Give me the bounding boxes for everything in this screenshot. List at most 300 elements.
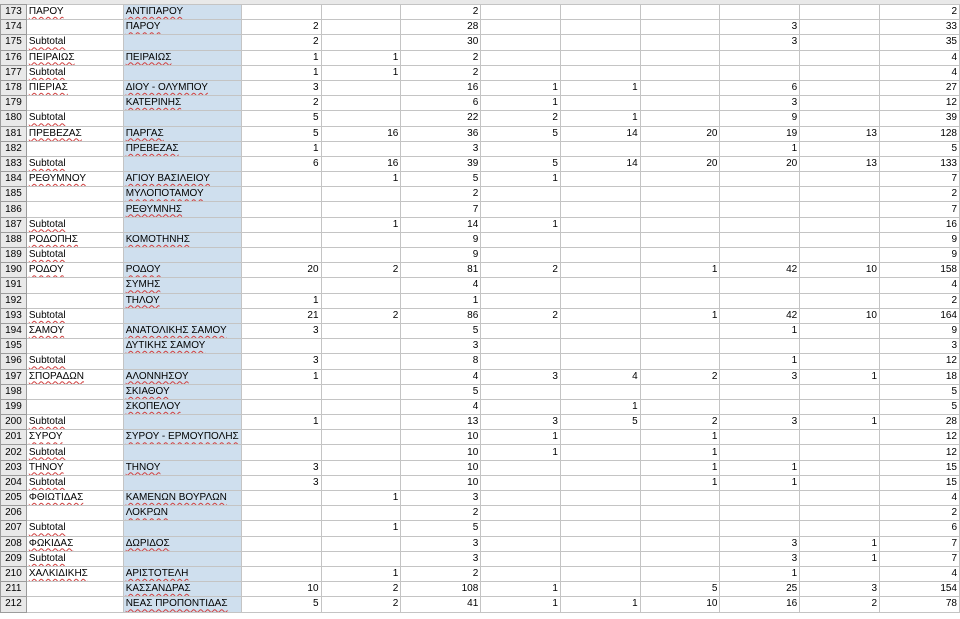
cell-i[interactable] — [720, 111, 800, 126]
cell-a[interactable] — [26, 323, 123, 338]
cell-k[interactable] — [880, 475, 960, 490]
cell-g[interactable] — [560, 415, 640, 430]
cell-k[interactable] — [880, 156, 960, 171]
cell-c[interactable] — [241, 5, 321, 20]
cell-j[interactable] — [800, 536, 880, 551]
cell-h[interactable] — [640, 20, 720, 35]
cell-f[interactable] — [481, 278, 561, 293]
cell-c[interactable] — [241, 354, 321, 369]
cell-f[interactable] — [481, 308, 561, 323]
cell-b[interactable] — [123, 111, 241, 126]
cell-d[interactable] — [321, 521, 401, 536]
cell-d[interactable] — [321, 582, 401, 597]
cell-j[interactable] — [800, 141, 880, 156]
cell-a[interactable] — [26, 65, 123, 80]
cell-k[interactable] — [880, 293, 960, 308]
cell-b[interactable] — [123, 521, 241, 536]
cell-h[interactable] — [640, 248, 720, 263]
cell-c[interactable] — [241, 323, 321, 338]
cell-b[interactable] — [123, 506, 241, 521]
cell-j[interactable] — [800, 415, 880, 430]
cell-d[interactable] — [321, 551, 401, 566]
row-header[interactable]: 210 — [1, 566, 27, 581]
cell-k[interactable] — [880, 430, 960, 445]
cell-k[interactable] — [880, 536, 960, 551]
cell-g[interactable] — [560, 323, 640, 338]
cell-a[interactable] — [26, 172, 123, 187]
cell-j[interactable] — [800, 506, 880, 521]
cell-b[interactable] — [123, 445, 241, 460]
cell-e[interactable] — [401, 187, 481, 202]
cell-h[interactable] — [640, 582, 720, 597]
row-header[interactable]: 195 — [1, 339, 27, 354]
cell-f[interactable] — [481, 232, 561, 247]
row-header[interactable]: 188 — [1, 232, 27, 247]
cell-f[interactable] — [481, 369, 561, 384]
row-header[interactable]: 179 — [1, 96, 27, 111]
cell-i[interactable] — [720, 5, 800, 20]
cell-c[interactable] — [241, 65, 321, 80]
cell-h[interactable] — [640, 415, 720, 430]
cell-f[interactable] — [481, 96, 561, 111]
cell-k[interactable] — [880, 582, 960, 597]
row-header[interactable]: 199 — [1, 399, 27, 414]
row-header[interactable]: 191 — [1, 278, 27, 293]
cell-d[interactable] — [321, 172, 401, 187]
row-header[interactable]: 201 — [1, 430, 27, 445]
cell-a[interactable] — [26, 399, 123, 414]
cell-h[interactable] — [640, 293, 720, 308]
cell-g[interactable] — [560, 430, 640, 445]
cell-g[interactable] — [560, 232, 640, 247]
cell-h[interactable] — [640, 384, 720, 399]
cell-e[interactable] — [401, 475, 481, 490]
cell-d[interactable] — [321, 278, 401, 293]
cell-j[interactable] — [800, 126, 880, 141]
cell-i[interactable] — [720, 339, 800, 354]
cell-g[interactable] — [560, 536, 640, 551]
cell-e[interactable] — [401, 597, 481, 612]
cell-d[interactable] — [321, 187, 401, 202]
cell-a[interactable] — [26, 187, 123, 202]
cell-k[interactable] — [880, 96, 960, 111]
cell-k[interactable] — [880, 323, 960, 338]
cell-c[interactable] — [241, 582, 321, 597]
cell-d[interactable] — [321, 430, 401, 445]
cell-f[interactable] — [481, 35, 561, 50]
cell-c[interactable] — [241, 308, 321, 323]
cell-k[interactable] — [880, 339, 960, 354]
cell-h[interactable] — [640, 430, 720, 445]
cell-i[interactable] — [720, 521, 800, 536]
row-header[interactable]: 197 — [1, 369, 27, 384]
cell-j[interactable] — [800, 430, 880, 445]
cell-d[interactable] — [321, 339, 401, 354]
row-header[interactable]: 189 — [1, 248, 27, 263]
cell-g[interactable] — [560, 50, 640, 65]
cell-b[interactable] — [123, 80, 241, 95]
row-header[interactable]: 194 — [1, 323, 27, 338]
cell-e[interactable] — [401, 521, 481, 536]
cell-g[interactable] — [560, 399, 640, 414]
cell-j[interactable] — [800, 354, 880, 369]
cell-i[interactable] — [720, 475, 800, 490]
cell-a[interactable] — [26, 551, 123, 566]
cell-j[interactable] — [800, 323, 880, 338]
cell-e[interactable] — [401, 278, 481, 293]
cell-c[interactable] — [241, 445, 321, 460]
row-header[interactable]: 209 — [1, 551, 27, 566]
cell-g[interactable] — [560, 506, 640, 521]
cell-g[interactable] — [560, 384, 640, 399]
cell-k[interactable] — [880, 354, 960, 369]
cell-e[interactable] — [401, 491, 481, 506]
cell-k[interactable] — [880, 126, 960, 141]
cell-a[interactable] — [26, 248, 123, 263]
cell-j[interactable] — [800, 475, 880, 490]
cell-i[interactable] — [720, 597, 800, 612]
cell-f[interactable] — [481, 217, 561, 232]
cell-c[interactable] — [241, 369, 321, 384]
cell-e[interactable] — [401, 263, 481, 278]
cell-g[interactable] — [560, 20, 640, 35]
cell-d[interactable] — [321, 506, 401, 521]
cell-h[interactable] — [640, 323, 720, 338]
cell-j[interactable] — [800, 217, 880, 232]
cell-g[interactable] — [560, 172, 640, 187]
row-header[interactable]: 176 — [1, 50, 27, 65]
cell-e[interactable] — [401, 111, 481, 126]
cell-c[interactable] — [241, 111, 321, 126]
cell-d[interactable] — [321, 80, 401, 95]
row-header[interactable]: 208 — [1, 536, 27, 551]
cell-d[interactable] — [321, 536, 401, 551]
cell-g[interactable] — [560, 35, 640, 50]
cell-d[interactable] — [321, 50, 401, 65]
cell-k[interactable] — [880, 65, 960, 80]
cell-b[interactable] — [123, 156, 241, 171]
cell-h[interactable] — [640, 475, 720, 490]
cell-j[interactable] — [800, 293, 880, 308]
row-header[interactable]: 212 — [1, 597, 27, 612]
cell-g[interactable] — [560, 566, 640, 581]
cell-j[interactable] — [800, 491, 880, 506]
cell-b[interactable] — [123, 369, 241, 384]
cell-c[interactable] — [241, 187, 321, 202]
cell-g[interactable] — [560, 96, 640, 111]
cell-h[interactable] — [640, 369, 720, 384]
cell-d[interactable] — [321, 475, 401, 490]
cell-b[interactable] — [123, 187, 241, 202]
cell-k[interactable] — [880, 445, 960, 460]
cell-g[interactable] — [560, 278, 640, 293]
cell-b[interactable] — [123, 50, 241, 65]
cell-e[interactable] — [401, 551, 481, 566]
cell-h[interactable] — [640, 111, 720, 126]
cell-i[interactable] — [720, 80, 800, 95]
cell-a[interactable] — [26, 582, 123, 597]
cell-f[interactable] — [481, 536, 561, 551]
cell-i[interactable] — [720, 308, 800, 323]
cell-e[interactable] — [401, 141, 481, 156]
cell-h[interactable] — [640, 506, 720, 521]
cell-a[interactable] — [26, 491, 123, 506]
cell-c[interactable] — [241, 491, 321, 506]
cell-g[interactable] — [560, 80, 640, 95]
cell-g[interactable] — [560, 582, 640, 597]
cell-b[interactable] — [123, 323, 241, 338]
cell-g[interactable] — [560, 187, 640, 202]
cell-h[interactable] — [640, 354, 720, 369]
cell-f[interactable] — [481, 475, 561, 490]
cell-d[interactable] — [321, 399, 401, 414]
cell-d[interactable] — [321, 202, 401, 217]
cell-d[interactable] — [321, 323, 401, 338]
cell-e[interactable] — [401, 156, 481, 171]
cell-d[interactable] — [321, 293, 401, 308]
cell-f[interactable] — [481, 263, 561, 278]
cell-a[interactable] — [26, 430, 123, 445]
cell-e[interactable] — [401, 20, 481, 35]
cell-i[interactable] — [720, 293, 800, 308]
cell-f[interactable] — [481, 187, 561, 202]
cell-h[interactable] — [640, 80, 720, 95]
cell-f[interactable] — [481, 566, 561, 581]
cell-d[interactable] — [321, 460, 401, 475]
cell-e[interactable] — [401, 65, 481, 80]
cell-a[interactable] — [26, 415, 123, 430]
cell-b[interactable] — [123, 475, 241, 490]
cell-e[interactable] — [401, 5, 481, 20]
cell-h[interactable] — [640, 96, 720, 111]
cell-j[interactable] — [800, 278, 880, 293]
cell-h[interactable] — [640, 141, 720, 156]
cell-f[interactable] — [481, 551, 561, 566]
cell-h[interactable] — [640, 232, 720, 247]
cell-e[interactable] — [401, 566, 481, 581]
cell-f[interactable] — [481, 460, 561, 475]
cell-b[interactable] — [123, 65, 241, 80]
cell-h[interactable] — [640, 263, 720, 278]
cell-h[interactable] — [640, 491, 720, 506]
cell-f[interactable] — [481, 597, 561, 612]
cell-c[interactable] — [241, 415, 321, 430]
cell-j[interactable] — [800, 551, 880, 566]
cell-h[interactable] — [640, 217, 720, 232]
cell-a[interactable] — [26, 384, 123, 399]
cell-i[interactable] — [720, 491, 800, 506]
cell-b[interactable] — [123, 354, 241, 369]
cell-e[interactable] — [401, 126, 481, 141]
cell-c[interactable] — [241, 141, 321, 156]
cell-c[interactable] — [241, 278, 321, 293]
cell-a[interactable] — [26, 369, 123, 384]
cell-g[interactable] — [560, 65, 640, 80]
cell-f[interactable] — [481, 80, 561, 95]
cell-a[interactable] — [26, 232, 123, 247]
cell-h[interactable] — [640, 156, 720, 171]
cell-d[interactable] — [321, 597, 401, 612]
cell-e[interactable] — [401, 217, 481, 232]
cell-b[interactable] — [123, 415, 241, 430]
cell-i[interactable] — [720, 126, 800, 141]
cell-k[interactable] — [880, 141, 960, 156]
row-header[interactable]: 190 — [1, 263, 27, 278]
row-header[interactable]: 187 — [1, 217, 27, 232]
cell-k[interactable] — [880, 202, 960, 217]
cell-f[interactable] — [481, 415, 561, 430]
cell-c[interactable] — [241, 20, 321, 35]
row-header[interactable]: 196 — [1, 354, 27, 369]
cell-i[interactable] — [720, 430, 800, 445]
row-header[interactable]: 177 — [1, 65, 27, 80]
cell-h[interactable] — [640, 65, 720, 80]
cell-g[interactable] — [560, 111, 640, 126]
cell-k[interactable] — [880, 263, 960, 278]
cell-i[interactable] — [720, 551, 800, 566]
cell-g[interactable] — [560, 5, 640, 20]
cell-e[interactable] — [401, 430, 481, 445]
cell-j[interactable] — [800, 369, 880, 384]
cell-b[interactable] — [123, 35, 241, 50]
cell-d[interactable] — [321, 126, 401, 141]
cell-d[interactable] — [321, 354, 401, 369]
cell-h[interactable] — [640, 339, 720, 354]
cell-k[interactable] — [880, 491, 960, 506]
cell-i[interactable] — [720, 187, 800, 202]
cell-i[interactable] — [720, 50, 800, 65]
cell-c[interactable] — [241, 566, 321, 581]
cell-j[interactable] — [800, 156, 880, 171]
cell-a[interactable] — [26, 506, 123, 521]
cell-g[interactable] — [560, 339, 640, 354]
cell-j[interactable] — [800, 111, 880, 126]
cell-c[interactable] — [241, 521, 321, 536]
cell-a[interactable] — [26, 597, 123, 612]
cell-c[interactable] — [241, 202, 321, 217]
cell-k[interactable] — [880, 369, 960, 384]
cell-g[interactable] — [560, 293, 640, 308]
cell-k[interactable] — [880, 566, 960, 581]
cell-i[interactable] — [720, 156, 800, 171]
cell-i[interactable] — [720, 20, 800, 35]
cell-b[interactable] — [123, 202, 241, 217]
cell-h[interactable] — [640, 126, 720, 141]
cell-i[interactable] — [720, 232, 800, 247]
cell-j[interactable] — [800, 308, 880, 323]
cell-c[interactable] — [241, 339, 321, 354]
cell-g[interactable] — [560, 308, 640, 323]
cell-d[interactable] — [321, 248, 401, 263]
cell-b[interactable] — [123, 597, 241, 612]
cell-j[interactable] — [800, 384, 880, 399]
cell-a[interactable] — [26, 293, 123, 308]
cell-f[interactable] — [481, 248, 561, 263]
cell-a[interactable] — [26, 308, 123, 323]
cell-a[interactable] — [26, 521, 123, 536]
cell-j[interactable] — [800, 339, 880, 354]
cell-c[interactable] — [241, 399, 321, 414]
cell-e[interactable] — [401, 96, 481, 111]
cell-j[interactable] — [800, 399, 880, 414]
cell-j[interactable] — [800, 582, 880, 597]
cell-d[interactable] — [321, 217, 401, 232]
cell-k[interactable] — [880, 111, 960, 126]
cell-a[interactable] — [26, 5, 123, 20]
cell-a[interactable] — [26, 445, 123, 460]
cell-k[interactable] — [880, 187, 960, 202]
cell-d[interactable] — [321, 308, 401, 323]
cell-k[interactable] — [880, 415, 960, 430]
cell-b[interactable] — [123, 551, 241, 566]
cell-f[interactable] — [481, 582, 561, 597]
cell-k[interactable] — [880, 460, 960, 475]
cell-e[interactable] — [401, 232, 481, 247]
cell-g[interactable] — [560, 491, 640, 506]
row-header[interactable]: 202 — [1, 445, 27, 460]
cell-j[interactable] — [800, 50, 880, 65]
cell-e[interactable] — [401, 172, 481, 187]
cell-f[interactable] — [481, 339, 561, 354]
row-header[interactable]: 192 — [1, 293, 27, 308]
cell-e[interactable] — [401, 582, 481, 597]
cell-g[interactable] — [560, 354, 640, 369]
cell-j[interactable] — [800, 202, 880, 217]
cell-e[interactable] — [401, 293, 481, 308]
cell-a[interactable] — [26, 35, 123, 50]
cell-b[interactable] — [123, 293, 241, 308]
cell-e[interactable] — [401, 202, 481, 217]
cell-b[interactable] — [123, 582, 241, 597]
cell-d[interactable] — [321, 415, 401, 430]
cell-g[interactable] — [560, 141, 640, 156]
cell-k[interactable] — [880, 551, 960, 566]
row-header[interactable]: 178 — [1, 80, 27, 95]
cell-k[interactable] — [880, 172, 960, 187]
cell-d[interactable] — [321, 491, 401, 506]
row-header[interactable]: 175 — [1, 35, 27, 50]
cell-b[interactable] — [123, 217, 241, 232]
cell-e[interactable] — [401, 35, 481, 50]
cell-h[interactable] — [640, 521, 720, 536]
cell-i[interactable] — [720, 506, 800, 521]
cell-f[interactable] — [481, 111, 561, 126]
cell-j[interactable] — [800, 80, 880, 95]
cell-j[interactable] — [800, 445, 880, 460]
cell-f[interactable] — [481, 65, 561, 80]
cell-c[interactable] — [241, 475, 321, 490]
cell-c[interactable] — [241, 551, 321, 566]
cell-d[interactable] — [321, 384, 401, 399]
cell-e[interactable] — [401, 80, 481, 95]
cell-b[interactable] — [123, 339, 241, 354]
cell-f[interactable] — [481, 445, 561, 460]
cell-e[interactable] — [401, 536, 481, 551]
cell-g[interactable] — [560, 126, 640, 141]
cell-i[interactable] — [720, 172, 800, 187]
cell-d[interactable] — [321, 141, 401, 156]
cell-g[interactable] — [560, 597, 640, 612]
row-header[interactable]: 198 — [1, 384, 27, 399]
cell-a[interactable] — [26, 50, 123, 65]
cell-h[interactable] — [640, 551, 720, 566]
cell-i[interactable] — [720, 369, 800, 384]
cell-h[interactable] — [640, 536, 720, 551]
cell-g[interactable] — [560, 248, 640, 263]
row-header[interactable]: 203 — [1, 460, 27, 475]
cell-e[interactable] — [401, 354, 481, 369]
cell-e[interactable] — [401, 248, 481, 263]
